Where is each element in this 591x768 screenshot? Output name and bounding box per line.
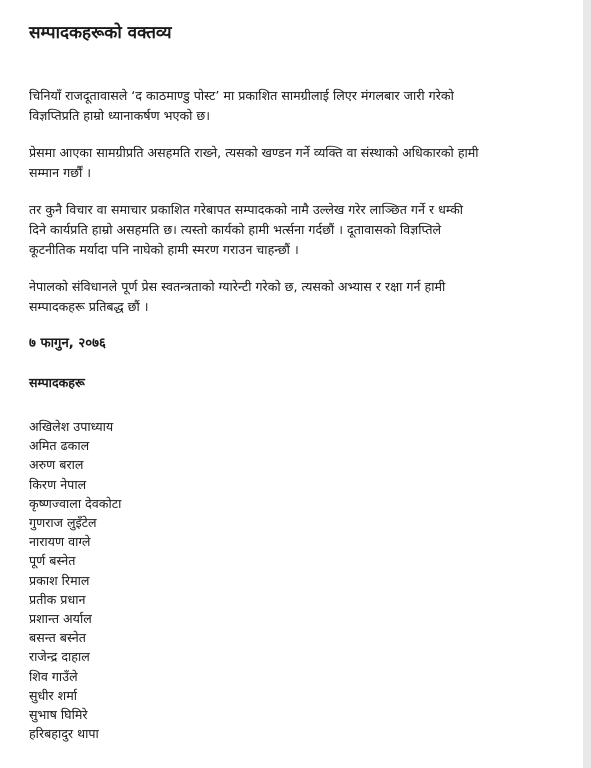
signer-name: प्रतीक प्रधान	[29, 591, 86, 607]
signer-name: प्रशान्त अर्याल	[29, 611, 92, 627]
signer-name: प्रकाश रिमाल	[29, 572, 90, 588]
signer-name: हरिबहादुर थापा	[29, 726, 99, 742]
signer-name: राजेन्द्र दाहाल	[29, 649, 90, 665]
signer-name: अरुण बराल	[29, 457, 84, 473]
signer-name: किरण नेपाल	[29, 476, 87, 492]
statement-date: ७ फागुन, २०७६	[29, 336, 106, 351]
signer-name: बसन्त बस्नेत	[29, 630, 86, 646]
paragraph-1: चिनियाँ राजदूतावासले ‘द काठमाण्डु पोस्ट’ मा प्रकाशित सामग्रीलाई लिएर मंगलबार जारी गरेको विज्ञप्तिप्रति हाम्रो ध्यानाकर्षण भएको छ।	[29, 88, 454, 123]
signer-name: अमित ढकाल	[29, 438, 90, 454]
paragraph-3: तर कुनै विचार वा समाचार प्रकाशित गरेबापत सम्पादकको नामै उल्लेख गरेर लाञ्छित गर्ने र धम्की दिने कार्यप्रति हाम्रो असहमति छ। त्यस्तो कार्यको हामी भर्त्सना गर्दछौं । दूतावासको विज्ञप्तिले कूटनीतिक मर्यादा पनि नाघेको हामी स्मरण गराउन चाहन्छौं ।	[29, 202, 464, 257]
signer-name: सुधीर शर्मा	[29, 687, 78, 703]
signer-name: शिव गाउँले	[29, 668, 78, 684]
paragraph-4: नेपालको संविधानले पूर्ण प्रेस स्वतन्त्रताको ग्यारेन्टी गरेको छ, त्यसको अभ्यास र रक्षा गर्न हामी सम्पादकहरू प्रतिबद्ध छौं ।	[29, 279, 446, 314]
page-title: सम्पादकहरूको वक्तव्य	[29, 23, 172, 43]
signer-name: कृष्णज्वाला देवकोटा	[29, 495, 122, 511]
paragraph-2: प्रेसमा आएका सामग्रीप्रति असहमति राख्ने, त्यसको खण्डन गर्ने व्यक्ति वा संस्थाको अधिकारको हामी सम्मान गर्छौं ।	[29, 145, 479, 180]
signer-name: सुभाष घिमिरे	[29, 707, 88, 723]
signer-name: अखिलेश उपाध्याय	[29, 419, 114, 434]
signers-list	[29, 417, 559, 743]
signer-name: नारायण वाग्ले	[29, 534, 91, 550]
signers-heading: सम्पादकहरू	[29, 375, 85, 390]
signer-name: गुणराज लुइँटेल	[29, 515, 97, 531]
signer-name: पूर्ण बस्नेत	[29, 553, 76, 569]
